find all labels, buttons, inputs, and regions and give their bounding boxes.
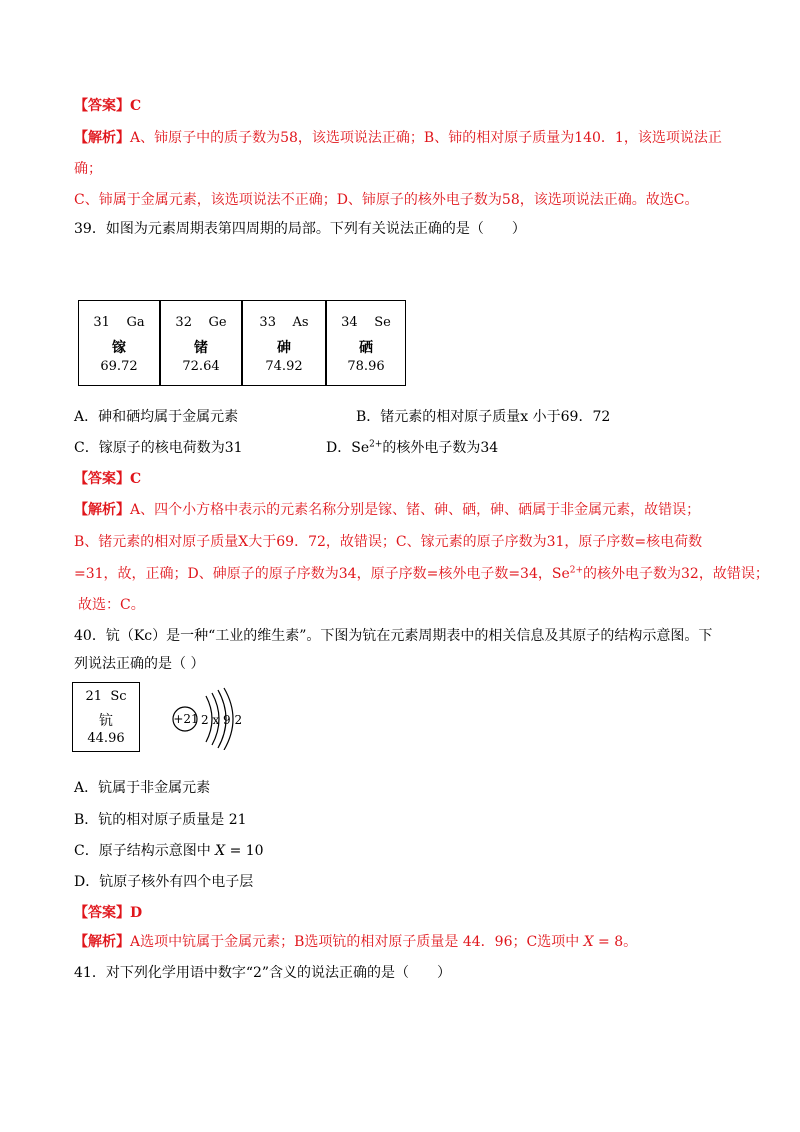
answer-tag: 【答案】 (74, 905, 130, 921)
q40-answer-line (74, 903, 142, 923)
element-cell-ga (78, 300, 160, 386)
q39-option-a: A．砷和硒均属于金属元素 (74, 409, 239, 425)
element-mass: 44.96 (87, 731, 125, 746)
answer-value: C (130, 98, 142, 114)
element-header: 21 Sc (85, 689, 127, 704)
element-name: 砷 (277, 340, 291, 356)
element-mass: 74.92 (265, 359, 303, 374)
q39-option-b: B．锗元素的相对原子质量x 小于69．72 (356, 409, 611, 425)
element-header: 33 As (259, 315, 309, 330)
q39-stem: 39．如图为元素周期表第四周期的局部。下列有关说法正确的是（ ） (74, 221, 526, 237)
element-cell-se (326, 300, 406, 386)
q40-option-b: B．钪的相对原子质量是 21 (74, 812, 247, 828)
answer-tag: 【答案】 (74, 98, 130, 114)
element-cell-ge (160, 300, 242, 386)
element-mass: 69.72 (100, 359, 138, 374)
element-header: 34 Se (341, 315, 391, 330)
q40-analysis-line: 【解析】A选项中钪属于金属元素；B选项钪的相对原子质量是 44．96；C选项中 X = 8。 (74, 934, 638, 950)
q39-option-d: D．$Se^{2+}$的核外电子数为34 (326, 439, 499, 456)
q40-option-c: C．原子结构示意图中 X = 10 (74, 843, 264, 859)
element-cell-sc (72, 682, 140, 752)
analysis-text: A、四个小方格中表示的元素名称分别是镓、锗、砷、硒，砷、硒属于非金属元素，故错误； (130, 502, 701, 518)
q38-analysis-line2: 确； (74, 161, 102, 177)
q40-stem-line2: 列说法正确的是（ ） (74, 656, 205, 672)
nucleus-charge: +21 (173, 712, 199, 726)
electron-counts: 2 x 9 2 (201, 713, 243, 727)
analysis-tag: 【解析】 (74, 130, 130, 146)
q39-analysis-line4: 故选：C。 (78, 597, 145, 613)
element-name: 钪 (99, 713, 113, 729)
q39-analysis-line3: =31，故，正确；D、砷原子的原子序数为34，原子序数=核外电子数=34，$Se^{2+}$的核外电子数为32，故错误； (74, 565, 769, 582)
element-name: 硒 (359, 340, 373, 356)
analysis-tag: 【解析】 (74, 502, 130, 518)
q39-analysis-line2: B、锗元素的相对原子质量X大于69．72，故错误；C、镓元素的原子序数为31，原子序数=核电荷数 (74, 534, 703, 550)
q41-stem: 41．对下列化学用语中数字“2”含义的说法正确的是（ ） (74, 965, 452, 981)
q38-answer-line (74, 96, 141, 116)
q39-analysis-line1 (74, 500, 700, 520)
element-name: 锗 (194, 340, 208, 356)
answer-tag: 【答案】 (74, 471, 130, 487)
element-header: 31 Ga (93, 315, 145, 330)
element-name: 镓 (112, 340, 126, 356)
q40-option-d: D．钪原子核外有四个电子层 (74, 874, 254, 890)
q38-analysis-line1 (74, 128, 722, 148)
q40-stem-line1: 40．钪（Kc）是一种“工业的维生素”。下图为钪在元素周期表中的相关信息及其原子的结构示意图。下 (74, 628, 713, 644)
answer-value: D (130, 905, 143, 921)
element-header: 32 Ge (175, 315, 227, 330)
q38-analysis-line3: C、铈属于金属元素，该选项说法不正确；D、铈原子的核外电子数为58，该选项说法正确。故选C。 (74, 192, 699, 208)
answer-value: C (130, 471, 142, 487)
atomic-structure-diagram (168, 686, 252, 750)
element-cell-as (242, 300, 326, 386)
analysis-tag: 【解析】 (74, 934, 130, 950)
analysis-text: A、铈原子中的质子数为58，该选项说法正确；B、铈的相对原子质量为140．1，该选项说法正 (130, 130, 722, 146)
element-mass: 78.96 (347, 359, 385, 374)
q39-option-c: C．镓原子的核电荷数为31 (74, 440, 243, 456)
element-mass: 72.64 (182, 359, 220, 374)
q39-answer-line (74, 469, 141, 489)
q40-option-a: A．钪属于非金属元素 (74, 780, 211, 796)
